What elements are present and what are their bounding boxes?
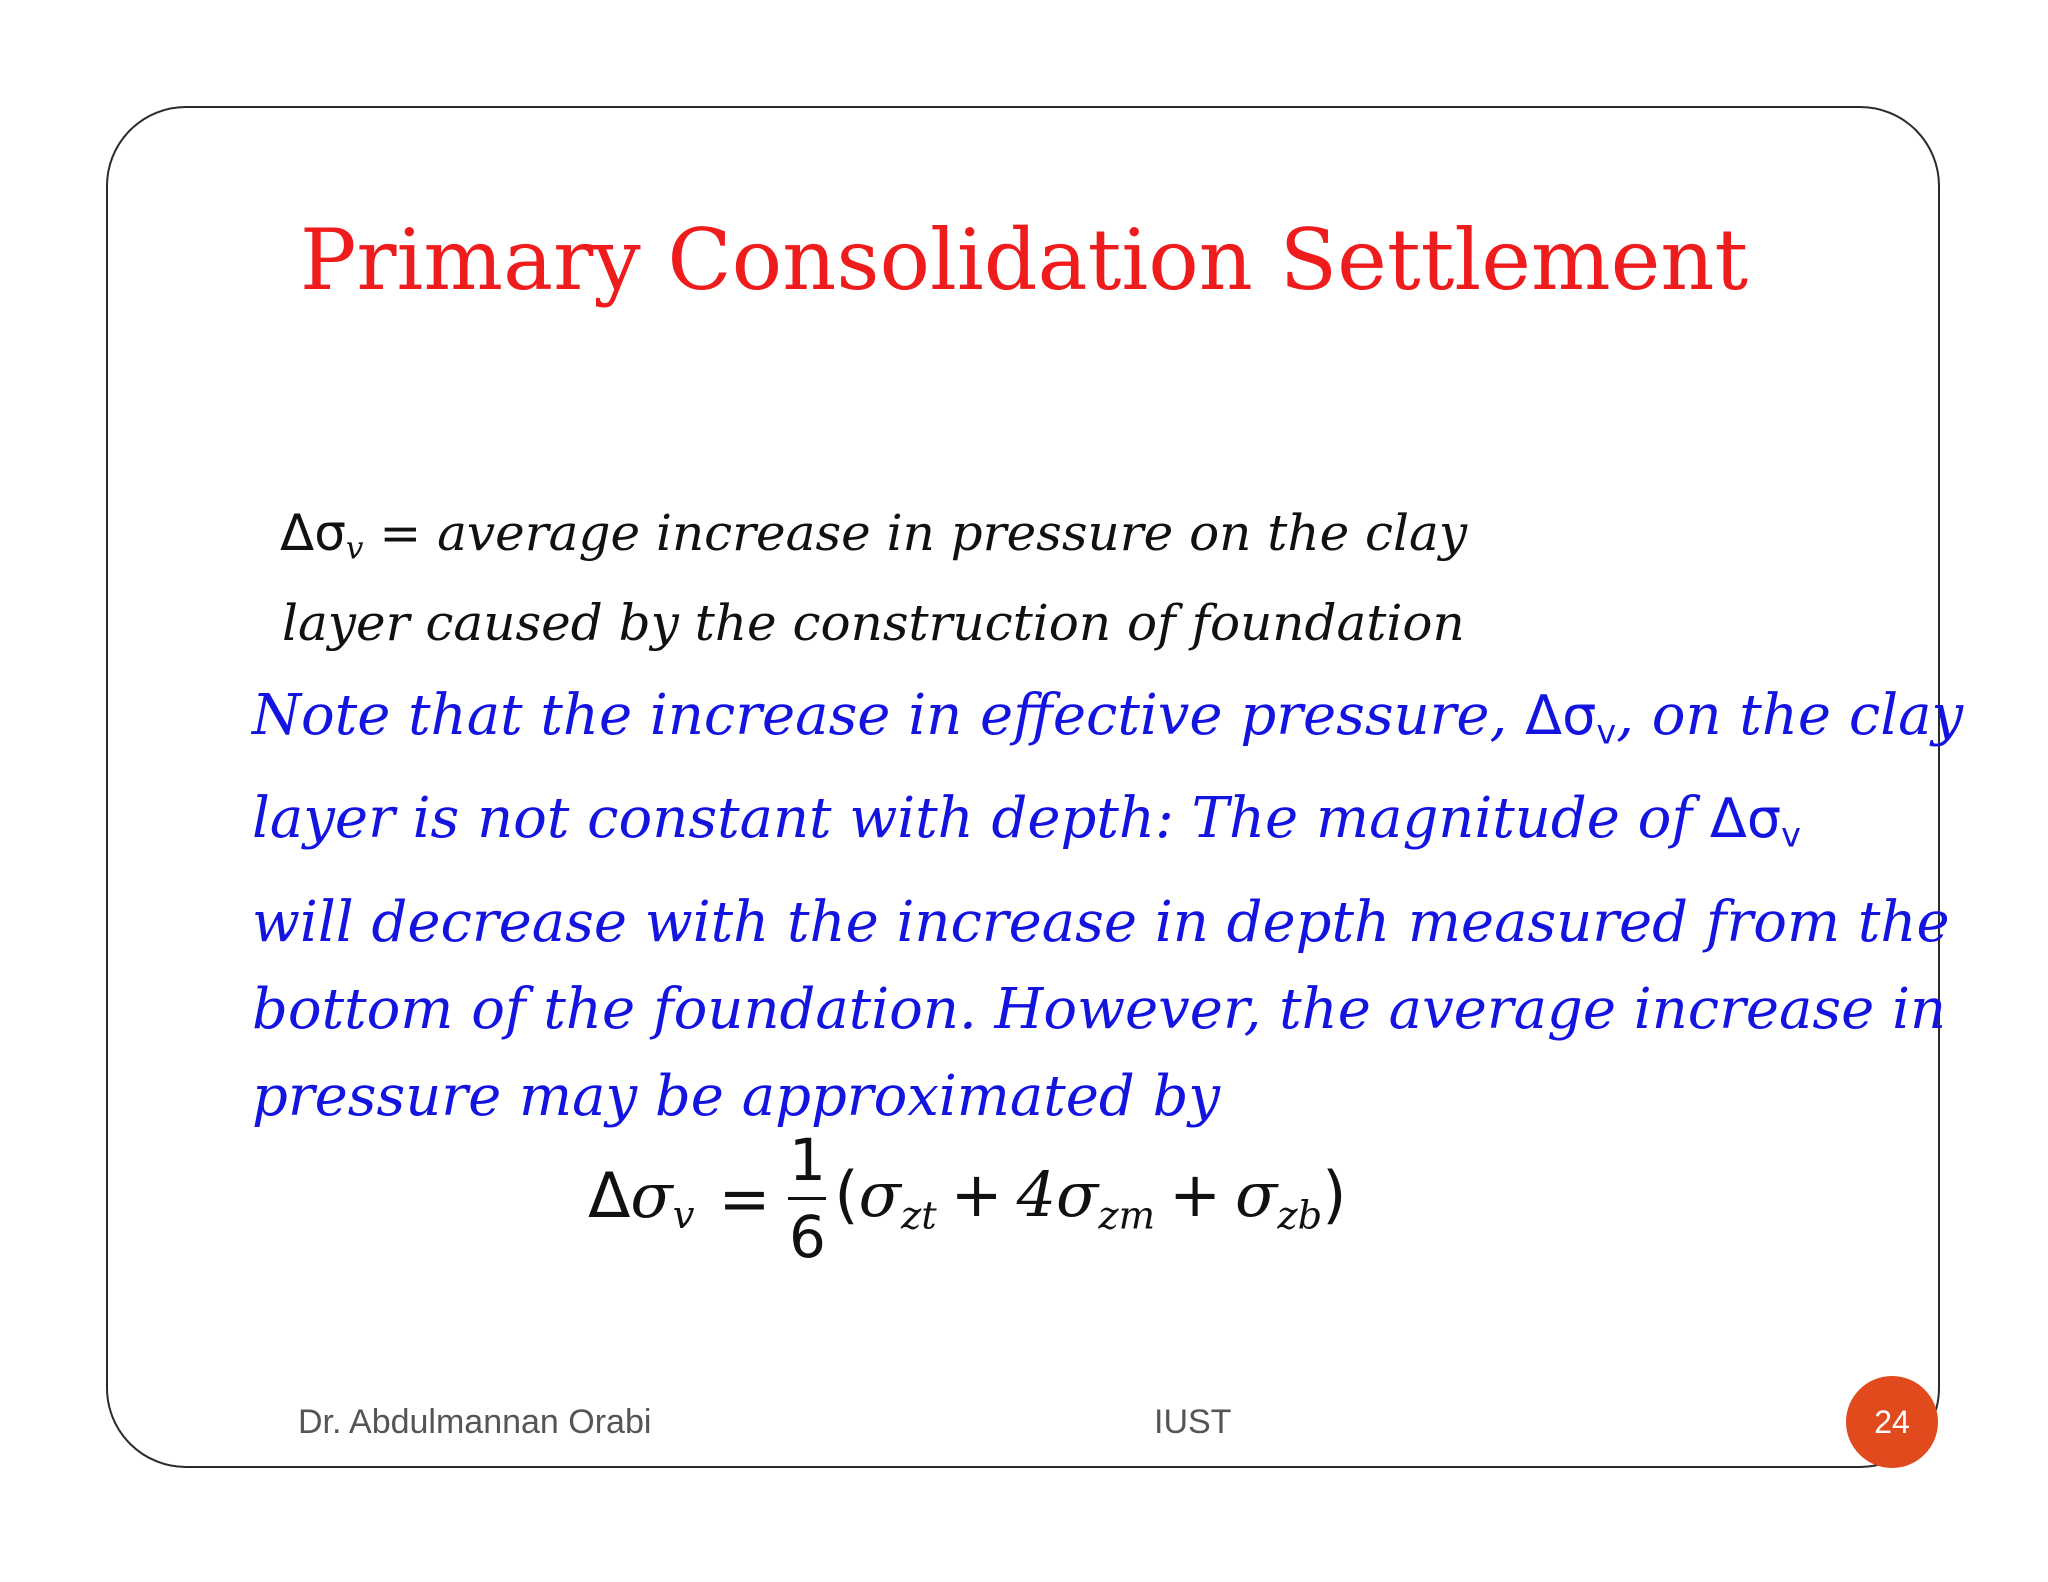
delta-sigma-symbol bbox=[280, 504, 364, 567]
footer-institution: IUST bbox=[1154, 1403, 1232, 1441]
formula-equals: = bbox=[718, 1161, 771, 1235]
formula-fraction bbox=[788, 1123, 826, 1274]
note-line-3: will decrease with the increase in depth measured from the bbox=[252, 889, 1950, 955]
definition-line-2: layer caused by the construction of foundation bbox=[282, 593, 1465, 652]
note-line-5: pressure may be approximated by bbox=[252, 1063, 1221, 1129]
term-3-sub: zb bbox=[1277, 1193, 1323, 1239]
term-1-sigma: σ bbox=[858, 1157, 901, 1231]
definition-text-1: = average increase in pressure on the clay bbox=[363, 504, 1468, 562]
plus-1: + bbox=[950, 1157, 1003, 1231]
term-1-sub: zt bbox=[900, 1193, 937, 1239]
formula-sigma: σ bbox=[630, 1158, 673, 1232]
note-symbol-2-sub: v bbox=[1781, 815, 1801, 855]
footer-author: Dr. Abdulmannan Orabi bbox=[298, 1403, 652, 1441]
open-paren: ( bbox=[834, 1157, 859, 1231]
symbol-subscript: v bbox=[345, 530, 364, 567]
formula-rhs bbox=[834, 1158, 1346, 1238]
note-paragraph bbox=[252, 672, 1964, 1140]
note-text-1a: Note that the increase in effective pressure, bbox=[252, 683, 1526, 748]
page-number-badge: 24 bbox=[1846, 1376, 1938, 1468]
note-symbol-1-sub: v bbox=[1596, 712, 1617, 752]
term-2-sigma: 4σ bbox=[1016, 1157, 1099, 1231]
term-2-sub: zm bbox=[1098, 1193, 1156, 1239]
note-symbol-2 bbox=[1709, 787, 1801, 855]
definition-line-1 bbox=[280, 496, 1680, 586]
fraction-denominator: 6 bbox=[788, 1202, 826, 1271]
average-pressure-formula bbox=[588, 1108, 1346, 1288]
formula-delta: Δ bbox=[588, 1158, 631, 1232]
close-paren: ) bbox=[1322, 1157, 1347, 1231]
note-symbol-2-text: Δσ bbox=[1709, 787, 1782, 851]
fraction-numerator: 1 bbox=[788, 1125, 826, 1194]
definition-block bbox=[280, 496, 1680, 660]
note-text-1b: , on the clay bbox=[1616, 683, 1964, 748]
note-line-4: bottom of the foundation. However, the average increase in bbox=[252, 976, 1947, 1042]
term-3-sigma: σ bbox=[1235, 1157, 1278, 1231]
note-symbol-1-text: Δσ bbox=[1525, 684, 1597, 747]
plus-2: + bbox=[1169, 1157, 1222, 1231]
formula-lhs bbox=[588, 1159, 694, 1238]
symbol-text: Δσ bbox=[280, 504, 346, 562]
note-line-2 bbox=[252, 775, 1852, 878]
slide-title: Primary Consolidation Settlement bbox=[299, 211, 1749, 309]
note-line-1 bbox=[252, 672, 1964, 775]
note-text-2: layer is not constant with depth: The magnitude of bbox=[252, 786, 1710, 852]
note-symbol-1 bbox=[1525, 684, 1617, 752]
formula-lhs-sub: v bbox=[672, 1192, 695, 1238]
